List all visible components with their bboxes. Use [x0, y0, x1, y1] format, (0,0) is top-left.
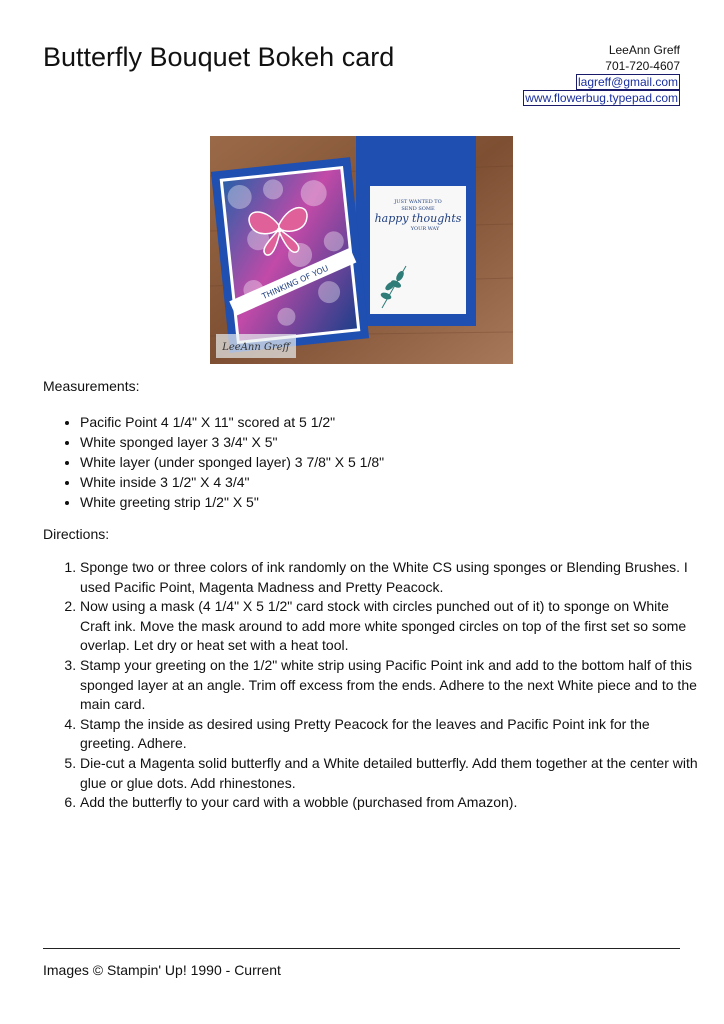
measurements-heading: Measurements:	[43, 378, 140, 394]
signature-watermark: LeeAnn Greff	[222, 342, 290, 353]
list-item: • White layer (under sponged layer) 3 7/8" X 5 1/8"	[80, 452, 384, 472]
list-item: 1. Sponge two or three colors of ink randomly on the White CS using sponges or Blending Brushes. I used Pacific Point, Magenta Madness and Pretty Peacock.	[80, 558, 700, 597]
inside-greeting-script: happy thoughts	[374, 212, 462, 225]
list-item: 5. Die-cut a Magenta solid butterfly and a White detailed butterfly. Add them together at the center with glue or glue dots. Add rhinestones.	[80, 754, 700, 793]
contact-block	[523, 42, 680, 106]
card-photo	[210, 136, 513, 364]
email-link[interactable]: lagreff@gmail.com	[578, 75, 678, 89]
list-item: • White greeting strip 1/2" X 5"	[80, 492, 384, 512]
footer-divider	[43, 948, 680, 949]
inside-greeting-line2: SEND SOME	[401, 206, 435, 212]
inside-greeting-line1: JUST WANTED TO	[394, 199, 442, 205]
list-item: 6. Add the butterfly to your card with a wobble (purchased from Amazon).	[80, 793, 700, 813]
directions-heading: Directions:	[43, 526, 110, 542]
list-item: • Pacific Point 4 1/4" X 11" scored at 5 1/2"	[80, 412, 384, 432]
page-title: Butterfly Bouquet Bokeh card	[43, 42, 395, 72]
front-greeting: THINKING OF YOU	[260, 263, 330, 302]
inside-greeting-line3: YOUR WAY	[410, 226, 440, 232]
contact-phone: 701-720-4607	[605, 59, 680, 73]
list-item: • White inside 3 1/2" X 4 3/4"	[80, 472, 384, 492]
list-item: 2. Now using a mask (4 1/4" X 5 1/2" card stock with circles punched out of it) to sponge on White Craft ink. Move the mask around to add more white sponged circles on top of the first set so some overlap. Let dry or heat set with a heat tool.	[80, 597, 700, 656]
directions-list	[62, 558, 700, 813]
list-item: • White sponged layer 3 3/4" X 5"	[80, 432, 384, 452]
list-item: 3. Stamp your greeting on the 1/2" white strip using Pacific Point ink and add to the bottom half of this sponged layer at an angle. Trim off excess from the ends. Adhere to the next White piece and to the main card.	[80, 656, 700, 715]
website-link[interactable]: www.flowerbug.typepad.com	[525, 91, 678, 105]
contact-name: LeeAnn Greff	[608, 43, 680, 57]
measurements-list	[62, 412, 384, 512]
list-item: 4. Stamp the inside as desired using Pretty Peacock for the leaves and Pacific Point ink for the greeting. Adhere.	[80, 715, 700, 754]
footer-copyright: Images © Stampin' Up! 1990 - Current	[43, 962, 281, 978]
